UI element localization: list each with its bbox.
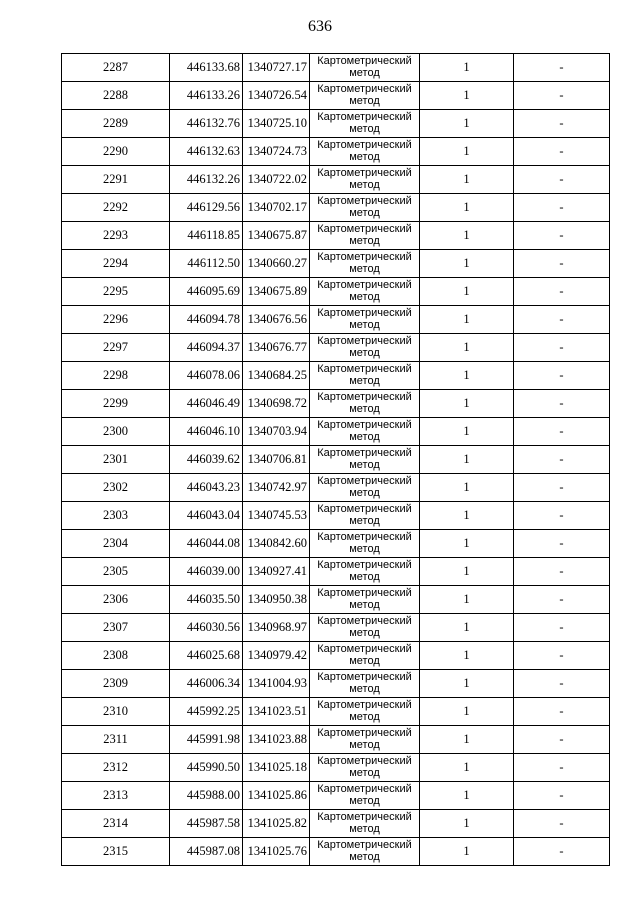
method-cell [310,418,420,446]
x-coordinate-cell: 446035.50 [170,586,243,614]
point-number-cell: 2293 [62,222,170,250]
y-coordinate-cell: 1340676.77 [243,334,310,362]
method-line-1: Картометрический [317,251,412,263]
point-number-cell: 2291 [62,166,170,194]
point-number-cell: 2294 [62,250,170,278]
x-coordinate-cell: 446039.62 [170,446,243,474]
method-line-1: Картометрический [317,167,412,179]
method-cell [310,194,420,222]
method-cell [310,54,420,82]
method-line-2: метод [349,823,380,835]
x-coordinate-cell: 445987.08 [170,838,243,866]
y-coordinate-cell: 1341023.88 [243,726,310,754]
y-coordinate-cell: 1340979.42 [243,642,310,670]
y-coordinate-cell: 1340725.10 [243,110,310,138]
precision-cell: 1 [420,642,514,670]
method-line-2: метод [349,403,380,415]
method-cell [310,138,420,166]
table-row [62,474,610,502]
x-coordinate-cell: 446095.69 [170,278,243,306]
precision-cell: 1 [420,782,514,810]
point-number-cell: 2308 [62,642,170,670]
x-coordinate-cell: 446132.26 [170,166,243,194]
precision-cell: 1 [420,138,514,166]
note-cell: - [514,418,610,446]
method-line-2: метод [349,739,380,751]
x-coordinate-cell: 446094.37 [170,334,243,362]
precision-cell: 1 [420,82,514,110]
table-row [62,530,610,558]
table-row [62,166,610,194]
x-coordinate-cell: 445988.00 [170,782,243,810]
y-coordinate-cell: 1341023.51 [243,698,310,726]
method-cell [310,838,420,866]
note-cell: - [514,82,610,110]
method-cell [310,586,420,614]
table-row [62,334,610,362]
method-line-2: метод [349,207,380,219]
point-number-cell: 2289 [62,110,170,138]
table-row [62,838,610,866]
point-number-cell: 2309 [62,670,170,698]
x-coordinate-cell: 446118.85 [170,222,243,250]
note-cell: - [514,810,610,838]
method-line-1: Картометрический [317,335,412,347]
method-cell [310,334,420,362]
note-cell: - [514,110,610,138]
point-number-cell: 2298 [62,362,170,390]
precision-cell: 1 [420,250,514,278]
method-line-2: метод [349,67,380,79]
method-line-2: метод [349,515,380,527]
method-line-1: Картометрический [317,391,412,403]
method-line-1: Картометрический [317,447,412,459]
y-coordinate-cell: 1341025.18 [243,754,310,782]
method-line-2: метод [349,683,380,695]
method-cell [310,670,420,698]
y-coordinate-cell: 1340698.72 [243,390,310,418]
method-line-1: Картометрический [317,559,412,571]
precision-cell: 1 [420,670,514,698]
point-number-cell: 2292 [62,194,170,222]
method-line-1: Картометрический [317,55,412,67]
table-row [62,362,610,390]
note-cell: - [514,558,610,586]
note-cell: - [514,222,610,250]
method-line-1: Картометрический [317,671,412,683]
method-line-2: метод [349,711,380,723]
method-line-2: метод [349,487,380,499]
precision-cell: 1 [420,418,514,446]
method-cell [310,726,420,754]
precision-cell: 1 [420,362,514,390]
precision-cell: 1 [420,166,514,194]
table-row [62,194,610,222]
note-cell: - [514,194,610,222]
method-cell [310,166,420,194]
method-line-1: Картометрический [317,615,412,627]
method-line-2: метод [349,767,380,779]
method-line-2: метод [349,795,380,807]
point-number-cell: 2297 [62,334,170,362]
method-line-1: Картометрический [317,699,412,711]
point-number-cell: 2312 [62,754,170,782]
x-coordinate-cell: 445991.98 [170,726,243,754]
note-cell: - [514,362,610,390]
note-cell: - [514,586,610,614]
point-number-cell: 2310 [62,698,170,726]
point-number-cell: 2287 [62,54,170,82]
method-line-1: Картометрический [317,755,412,767]
y-coordinate-cell: 1340675.89 [243,278,310,306]
table-row [62,446,610,474]
method-line-1: Картометрический [317,419,412,431]
precision-cell: 1 [420,530,514,558]
x-coordinate-cell: 446078.06 [170,362,243,390]
point-number-cell: 2300 [62,418,170,446]
method-line-1: Картометрический [317,811,412,823]
precision-cell: 1 [420,446,514,474]
method-line-1: Картометрический [317,503,412,515]
note-cell: - [514,502,610,530]
method-cell [310,614,420,642]
point-number-cell: 2288 [62,82,170,110]
table-row [62,222,610,250]
method-line-1: Картометрический [317,643,412,655]
note-cell: - [514,446,610,474]
note-cell: - [514,754,610,782]
method-line-2: метод [349,599,380,611]
precision-cell: 1 [420,726,514,754]
y-coordinate-cell: 1340706.81 [243,446,310,474]
point-number-cell: 2305 [62,558,170,586]
method-cell [310,362,420,390]
method-line-2: метод [349,459,380,471]
note-cell: - [514,278,610,306]
note-cell: - [514,642,610,670]
method-cell [310,446,420,474]
method-line-1: Картометрический [317,727,412,739]
x-coordinate-cell: 446006.34 [170,670,243,698]
method-line-1: Картометрический [317,783,412,795]
point-number-cell: 2295 [62,278,170,306]
precision-cell: 1 [420,334,514,362]
method-line-1: Картометрический [317,531,412,543]
method-line-1: Картометрический [317,279,412,291]
x-coordinate-cell: 446043.23 [170,474,243,502]
method-line-2: метод [349,95,380,107]
method-line-2: метод [349,263,380,275]
x-coordinate-cell: 446043.04 [170,502,243,530]
note-cell: - [514,474,610,502]
method-line-2: метод [349,151,380,163]
x-coordinate-cell: 445990.50 [170,754,243,782]
point-number-cell: 2306 [62,586,170,614]
method-cell [310,278,420,306]
method-line-1: Картометрический [317,223,412,235]
precision-cell: 1 [420,54,514,82]
note-cell: - [514,530,610,558]
note-cell: - [514,54,610,82]
table-row [62,138,610,166]
table-body [62,54,610,866]
note-cell: - [514,250,610,278]
method-line-1: Картометрический [317,83,412,95]
x-coordinate-cell: 445987.58 [170,810,243,838]
note-cell: - [514,306,610,334]
precision-cell: 1 [420,278,514,306]
method-line-2: метод [349,431,380,443]
y-coordinate-cell: 1340684.25 [243,362,310,390]
method-cell [310,698,420,726]
y-coordinate-cell: 1340726.54 [243,82,310,110]
y-coordinate-cell: 1340722.02 [243,166,310,194]
point-number-cell: 2296 [62,306,170,334]
table-row [62,810,610,838]
y-coordinate-cell: 1340950.38 [243,586,310,614]
table-row [62,250,610,278]
table-row [62,782,610,810]
note-cell: - [514,726,610,754]
y-coordinate-cell: 1340676.56 [243,306,310,334]
x-coordinate-cell: 446094.78 [170,306,243,334]
method-line-2: метод [349,347,380,359]
point-number-cell: 2302 [62,474,170,502]
method-cell [310,810,420,838]
table-row [62,278,610,306]
precision-cell: 1 [420,222,514,250]
method-line-2: метод [349,291,380,303]
point-number-cell: 2290 [62,138,170,166]
point-number-cell: 2314 [62,810,170,838]
note-cell: - [514,670,610,698]
precision-cell: 1 [420,194,514,222]
table-row [62,558,610,586]
note-cell: - [514,838,610,866]
precision-cell: 1 [420,810,514,838]
x-coordinate-cell: 445992.25 [170,698,243,726]
note-cell: - [514,334,610,362]
precision-cell: 1 [420,558,514,586]
y-coordinate-cell: 1341004.93 [243,670,310,698]
point-number-cell: 2311 [62,726,170,754]
precision-cell: 1 [420,390,514,418]
method-cell [310,390,420,418]
method-line-2: метод [349,655,380,667]
method-cell [310,110,420,138]
method-line-2: метод [349,179,380,191]
y-coordinate-cell: 1340742.97 [243,474,310,502]
precision-cell: 1 [420,754,514,782]
x-coordinate-cell: 446133.26 [170,82,243,110]
table-row [62,82,610,110]
note-cell: - [514,698,610,726]
note-cell: - [514,138,610,166]
method-cell [310,558,420,586]
method-line-1: Картометрический [317,587,412,599]
precision-cell: 1 [420,502,514,530]
table-row [62,306,610,334]
x-coordinate-cell: 446133.68 [170,54,243,82]
method-cell [310,754,420,782]
method-cell [310,82,420,110]
method-line-2: метод [349,235,380,247]
note-cell: - [514,166,610,194]
x-coordinate-cell: 446112.50 [170,250,243,278]
method-line-2: метод [349,543,380,555]
precision-cell: 1 [420,474,514,502]
method-cell [310,642,420,670]
y-coordinate-cell: 1341025.82 [243,810,310,838]
precision-cell: 1 [420,698,514,726]
point-number-cell: 2299 [62,390,170,418]
point-number-cell: 2313 [62,782,170,810]
method-line-2: метод [349,627,380,639]
table-row [62,586,610,614]
method-cell [310,530,420,558]
table-row [62,726,610,754]
table-row [62,670,610,698]
method-line-1: Картометрический [317,195,412,207]
table-row [62,54,610,82]
y-coordinate-cell: 1340745.53 [243,502,310,530]
point-number-cell: 2303 [62,502,170,530]
x-coordinate-cell: 446046.10 [170,418,243,446]
method-cell [310,250,420,278]
method-line-2: метод [349,123,380,135]
method-line-2: метод [349,851,380,863]
y-coordinate-cell: 1340703.94 [243,418,310,446]
table-row [62,390,610,418]
y-coordinate-cell: 1340675.87 [243,222,310,250]
table-row [62,754,610,782]
table-row [62,698,610,726]
y-coordinate-cell: 1340727.17 [243,54,310,82]
table-row [62,642,610,670]
method-line-2: метод [349,375,380,387]
point-number-cell: 2307 [62,614,170,642]
table-row [62,418,610,446]
note-cell: - [514,782,610,810]
precision-cell: 1 [420,110,514,138]
precision-cell: 1 [420,614,514,642]
y-coordinate-cell: 1340702.17 [243,194,310,222]
x-coordinate-cell: 446044.08 [170,530,243,558]
note-cell: - [514,614,610,642]
method-line-1: Картометрический [317,139,412,151]
method-cell [310,222,420,250]
method-line-1: Картометрический [317,111,412,123]
y-coordinate-cell: 1340724.73 [243,138,310,166]
x-coordinate-cell: 446025.68 [170,642,243,670]
method-cell [310,502,420,530]
y-coordinate-cell: 1341025.76 [243,838,310,866]
method-line-2: метод [349,319,380,331]
y-coordinate-cell: 1340660.27 [243,250,310,278]
page-number: 636 [308,18,332,35]
method-line-1: Картометрический [317,839,412,851]
point-number-cell: 2304 [62,530,170,558]
method-cell [310,306,420,334]
table-row [62,110,610,138]
x-coordinate-cell: 446132.63 [170,138,243,166]
x-coordinate-cell: 446030.56 [170,614,243,642]
y-coordinate-cell: 1340842.60 [243,530,310,558]
method-line-1: Картометрический [317,363,412,375]
table-row [62,502,610,530]
method-line-1: Картометрический [317,307,412,319]
table-row [62,614,610,642]
y-coordinate-cell: 1340968.97 [243,614,310,642]
note-cell: - [514,390,610,418]
method-cell [310,782,420,810]
x-coordinate-cell: 446129.56 [170,194,243,222]
precision-cell: 1 [420,586,514,614]
method-line-2: метод [349,571,380,583]
precision-cell: 1 [420,306,514,334]
x-coordinate-cell: 446132.76 [170,110,243,138]
point-number-cell: 2315 [62,838,170,866]
point-number-cell: 2301 [62,446,170,474]
x-coordinate-cell: 446046.49 [170,390,243,418]
coordinates-table [61,53,610,866]
x-coordinate-cell: 446039.00 [170,558,243,586]
y-coordinate-cell: 1341025.86 [243,782,310,810]
method-line-1: Картометрический [317,475,412,487]
y-coordinate-cell: 1340927.41 [243,558,310,586]
method-cell [310,474,420,502]
precision-cell: 1 [420,838,514,866]
